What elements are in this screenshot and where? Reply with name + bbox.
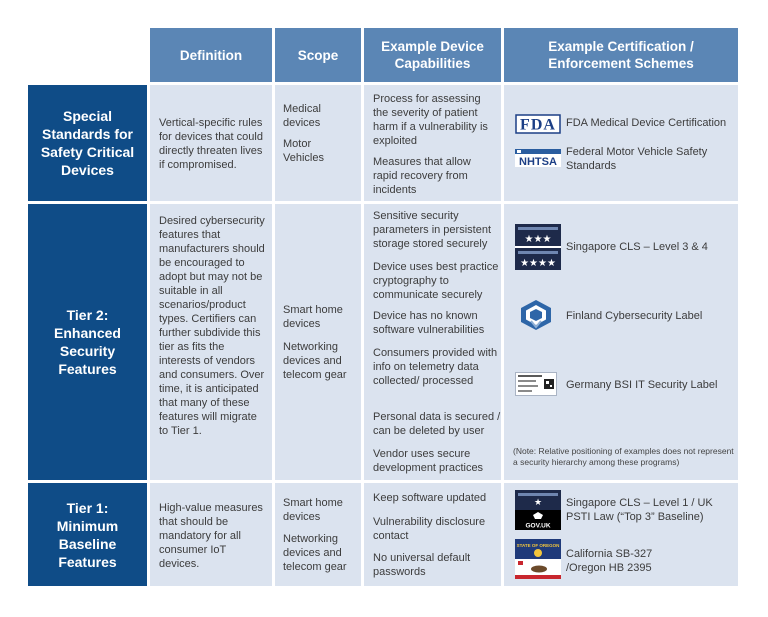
special-capability-item: Measures that allow rapid recovery from incidents (373, 156, 471, 196)
row-header-special-standards-label: Special Standards for Safety Critical Devices (40, 108, 135, 178)
oregon-california-flags-icon (515, 539, 561, 579)
tier1-scheme-singapore-uk: Singapore CLS – Level 1 / UK PSTI Law (“Top 3” Baseline) (566, 497, 713, 523)
tier1-definition-text: High-value measures that should be mandatory for all consumer IoT devices. (159, 502, 263, 570)
special-scheme-nhtsa: Federal Motor Vehicle Safety Standards (566, 146, 708, 172)
cell-special-scope (275, 85, 361, 201)
tier2-capability-item: Consumers provided with info on telemetry data collected/ processed (373, 347, 498, 387)
tier1-capability-item: Keep software updated (373, 492, 487, 504)
singapore-cls-label-icon (515, 224, 561, 270)
special-definition-text: Vertical-specific rules for devices that could directly threaten lives if compromised. (159, 117, 263, 171)
nhtsa-logo-text: NHTSA (519, 156, 557, 167)
cell-tier1-scope (275, 483, 361, 586)
singapore-cls-level1-icon (515, 490, 561, 530)
fda-logo-icon (515, 114, 561, 134)
cell-tier2-capabilities (364, 204, 501, 480)
column-header-schemes-label: Example Certification / Enforcement Schemes (548, 39, 694, 71)
tier2-capability-item: Vendor uses secure development practices (373, 448, 484, 474)
svg-text:★★★★: ★★★★ (520, 258, 556, 269)
finland-label-icon (519, 299, 553, 331)
tier2-schemes-note: (Note: Relative positioning of examples does not represent a security hierarchy among these programs) (513, 446, 734, 467)
special-capability-item: Process for assessing the severity of patient harm if a vulnerability is exploited (373, 93, 488, 147)
special-scope-item: Medical devices (283, 103, 321, 129)
cell-tier1-definition (150, 483, 272, 586)
column-header-definition-label: Definition (179, 47, 243, 63)
tier2-scheme-singapore: Singapore CLS – Level 3 & 4 (566, 241, 708, 253)
fda-logo-text: FDA (520, 116, 556, 134)
row-header-special-standards (28, 85, 147, 201)
svg-text:★★★: ★★★ (524, 234, 552, 245)
cell-special-schemes (504, 85, 738, 201)
special-scheme-fda: FDA Medical Device Certification (566, 117, 727, 129)
tier2-scheme-finland: Finland Cybersecurity Label (566, 310, 703, 322)
row-header-tier2 (28, 204, 147, 480)
tier1-capability-item: Vulnerability disclosure contact (373, 516, 486, 542)
row-header-tier1-label: Tier 1: Minimum Baseline Features (56, 499, 119, 570)
column-header-schemes (504, 28, 738, 82)
cell-tier1-capabilities (364, 483, 501, 586)
column-header-definition (150, 28, 272, 82)
tier1-scope-item: Smart home devices (283, 497, 343, 523)
tier2-scope-item: Smart home devices (283, 304, 343, 330)
tier1-scheme-california-oregon: California SB-327 /Oregon HB 2395 (566, 548, 653, 574)
tier2-capability-item: Device uses best practice cryptography to communicate securely (373, 261, 499, 301)
cell-tier2-definition (150, 204, 272, 480)
oregon-flag-text: STATE OF OREGON (516, 543, 560, 548)
tier1-scope-item: Networking devices and telecom gear (283, 533, 347, 573)
column-header-capabilities-label: Example Device Capabilities (381, 39, 484, 71)
column-header-scope-label: Scope (297, 47, 339, 63)
column-header-scope (275, 28, 361, 82)
gov-uk-logo-text: GOV.UK (525, 522, 551, 530)
tier2-definition-text: Desired cybersecurity features that manufacturers should be encouraged to adopt but may not be suitable in all scenarios/product types. Certifiers can further subdivide this tier as fits the interests of vendors and consumers. Over time, it is anticipated that many of these features will migrate to Tier 1. (159, 215, 265, 437)
cell-special-capabilities (364, 85, 501, 201)
cell-tier2-scope (275, 204, 361, 480)
tier2-capability-item: Device has no known software vulnerabilities (373, 310, 485, 336)
tier2-capability-item: Sensitive security parameters in persistent storage stored securely (373, 210, 491, 250)
row-header-tier2-label: Tier 2: Enhanced Security Features (54, 307, 121, 377)
svg-text:★: ★ (533, 497, 543, 507)
column-header-capabilities (364, 28, 501, 82)
nhtsa-logo-icon (515, 149, 561, 167)
cell-tier1-schemes (504, 483, 738, 586)
tier2-scope-item: Networking devices and telecom gear (283, 341, 347, 381)
cell-special-definition (150, 85, 272, 201)
special-scope-item: Motor Vehicles (283, 138, 324, 164)
tier2-scheme-germany: Germany BSI IT Security Label (566, 379, 718, 391)
row-header-tier1 (28, 483, 147, 586)
cell-tier2-schemes (504, 204, 738, 480)
germany-bsi-label-icon (515, 372, 557, 396)
tier1-capability-item: No universal default passwords (373, 552, 471, 578)
tier2-capability-item: Personal data is secured / can be deleted by user (373, 411, 501, 437)
